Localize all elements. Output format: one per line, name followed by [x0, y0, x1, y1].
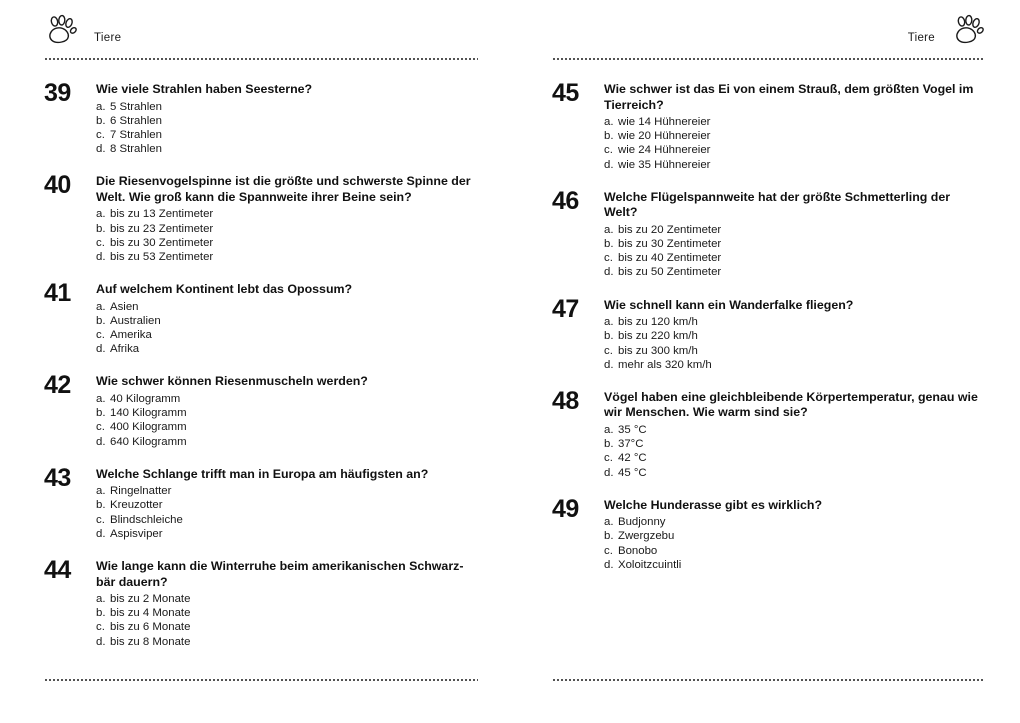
question-body — [96, 82, 478, 156]
answer-option[interactable] — [604, 129, 985, 143]
answer-text: bis zu 220 km/h — [618, 330, 698, 343]
answer-option[interactable] — [96, 635, 478, 649]
answer-option[interactable] — [96, 527, 478, 541]
question-item — [44, 556, 478, 649]
question-text: Vögel haben eine gleichbleibende Körpertemperatur, genau wie wir Menschen. Wie warm sind sie? — [604, 389, 978, 420]
answer-key: a. — [96, 208, 106, 221]
answer-option[interactable] — [96, 236, 478, 250]
answer-key: c. — [604, 452, 613, 465]
answer-option[interactable] — [96, 513, 478, 527]
answer-text: Kreuzotter — [110, 499, 163, 512]
right-footer-divider — [552, 679, 985, 681]
answer-key: a. — [604, 423, 614, 436]
answer-list — [96, 484, 478, 541]
answer-text: 5 Strahlen — [110, 100, 162, 113]
answer-option[interactable] — [604, 544, 985, 558]
answer-list — [604, 423, 985, 480]
question-text: Welche Hunderasse gibt es wirklich? — [604, 497, 823, 512]
answer-key: c. — [96, 329, 105, 342]
question-text: Welche Flügelspannweite hat der größte Schmetterling der Welt? — [604, 189, 951, 220]
answer-option[interactable] — [604, 466, 985, 480]
answer-key: a. — [96, 485, 106, 498]
left-running-head-label: Tiere — [94, 31, 122, 44]
answer-key: b. — [604, 438, 614, 451]
answer-option[interactable] — [96, 250, 478, 264]
answer-option[interactable] — [96, 128, 478, 142]
answer-key: d. — [96, 635, 106, 648]
answer-key: a. — [604, 223, 614, 236]
answer-text: bis zu 4 Monate — [110, 607, 191, 620]
answer-text: bis zu 50 Zentimeter — [618, 266, 722, 279]
answer-key: a. — [604, 516, 614, 529]
answer-option[interactable] — [604, 329, 985, 343]
answer-text: bis zu 120 km/h — [618, 316, 698, 329]
answer-text: bis zu 20 Zentimeter — [618, 223, 722, 236]
answer-key: a. — [96, 300, 106, 313]
answer-option[interactable] — [604, 529, 985, 543]
answer-option[interactable] — [96, 342, 478, 356]
answer-text: 42 °C — [618, 452, 647, 465]
question-item — [552, 494, 985, 572]
answer-key: c. — [96, 236, 105, 249]
answer-key: a. — [604, 316, 614, 329]
answer-key: d. — [96, 435, 106, 448]
answer-option[interactable] — [96, 207, 478, 221]
answer-option[interactable] — [96, 606, 478, 620]
answer-key: a. — [604, 116, 614, 128]
answer-text: Budjonny — [618, 516, 666, 529]
right-question-list — [552, 79, 985, 572]
answer-text: bis zu 30 Zentimeter — [110, 236, 214, 249]
answer-text: Afrika — [110, 343, 140, 356]
answer-key: b. — [604, 130, 614, 143]
answer-text: bis zu 13 Zentimeter — [110, 208, 214, 221]
question-text: Wie schwer ist das Ei von einem Strauß, dem größten Vogel im Tierreich? — [604, 82, 974, 112]
answer-text: 640 Kilogramm — [110, 435, 187, 448]
answer-text: Ringelnatter — [110, 485, 172, 498]
answer-text: 8 Strahlen — [110, 143, 162, 156]
answer-key: c. — [96, 621, 105, 634]
answer-option[interactable] — [604, 251, 985, 265]
answer-key: d. — [604, 158, 614, 171]
answer-text: bis zu 30 Zentimeter — [618, 238, 722, 251]
answer-option[interactable] — [604, 515, 985, 529]
answer-key: d. — [604, 266, 614, 279]
answer-text: bis zu 300 km/h — [618, 344, 698, 357]
answer-text: wie 14 Hühnereier — [618, 116, 711, 128]
answer-text: wie 35 Hühnereier — [618, 158, 711, 171]
answer-key: a. — [96, 392, 106, 405]
question-number: 42 — [44, 371, 71, 400]
question-body — [96, 559, 478, 649]
answer-key: b. — [96, 114, 106, 127]
answer-key: d. — [96, 143, 106, 156]
question-number: 46 — [552, 186, 579, 215]
answer-key: d. — [604, 466, 614, 479]
answer-key: b. — [604, 330, 614, 343]
answer-text: 400 Kilogramm — [110, 421, 187, 434]
answer-key: b. — [96, 499, 106, 512]
answer-option[interactable] — [604, 358, 985, 372]
answer-text: Australien — [110, 314, 161, 327]
answer-option[interactable] — [604, 265, 985, 279]
answer-key: b. — [96, 314, 106, 327]
question-body — [96, 174, 478, 264]
answer-list — [96, 592, 478, 649]
question-item — [44, 371, 478, 448]
question-body — [604, 82, 985, 172]
question-body — [604, 190, 985, 280]
answer-key: c. — [96, 421, 105, 434]
answer-key: c. — [96, 513, 105, 526]
answer-option[interactable] — [96, 406, 478, 420]
answer-list — [604, 315, 985, 372]
answer-text: bis zu 8 Monate — [110, 635, 191, 648]
question-text: Die Riesenvogelspinne ist die größte und schwerste Spinne der Welt. Wie groß kann die Spannweite ihrer Beine sein? — [96, 174, 471, 204]
answer-option[interactable] — [96, 100, 478, 114]
right-header-divider — [552, 58, 985, 60]
question-text: Wie schwer können Riesenmuscheln werden? — [96, 374, 368, 389]
question-number: 43 — [44, 463, 71, 492]
answer-text: bis zu 23 Zentimeter — [110, 222, 214, 235]
answer-option[interactable] — [96, 420, 478, 434]
question-number: 44 — [44, 556, 71, 585]
answer-text: bis zu 2 Monate — [110, 593, 191, 606]
question-body — [604, 390, 985, 480]
answer-text: Blindschleiche — [110, 513, 183, 526]
answer-option[interactable] — [604, 344, 985, 358]
question-number: 41 — [44, 279, 71, 308]
answer-key: a. — [96, 593, 106, 606]
answer-key: a. — [96, 100, 106, 113]
question-text: Wie viele Strahlen haben Seesterne? — [96, 82, 313, 96]
answer-key: d. — [96, 527, 106, 540]
question-number: 45 — [552, 79, 579, 107]
answer-option[interactable] — [96, 222, 478, 236]
answer-text: wie 20 Hühnereier — [618, 130, 711, 143]
answer-option[interactable] — [604, 558, 985, 572]
answer-key: d. — [96, 250, 106, 263]
left-header-divider — [44, 58, 478, 60]
question-item — [552, 79, 985, 172]
question-body — [96, 374, 478, 448]
answer-option[interactable] — [96, 484, 478, 498]
question-number: 39 — [44, 79, 71, 107]
answer-text: Amerika — [110, 329, 152, 342]
answer-text: bis zu 6 Monate — [110, 621, 191, 634]
question-number: 49 — [552, 494, 579, 523]
answer-key: b. — [604, 238, 614, 251]
answer-key: c. — [604, 344, 613, 357]
answer-key: d. — [604, 358, 614, 371]
question-item — [44, 171, 478, 264]
answer-text: wie 24 Hühnereier — [618, 144, 711, 157]
paw-print-icon — [951, 14, 985, 46]
answer-list — [604, 515, 985, 572]
answer-option[interactable] — [604, 451, 985, 465]
question-body — [604, 298, 985, 372]
answer-option[interactable] — [604, 423, 985, 437]
question-number: 48 — [552, 386, 579, 415]
answer-key: b. — [96, 407, 106, 420]
answer-text: 7 Strahlen — [110, 128, 162, 141]
question-number: 40 — [44, 171, 71, 200]
question-item — [552, 186, 985, 280]
answer-option[interactable] — [604, 315, 985, 329]
question-text: Wie lange kann die Winterruhe beim amerikanischen Schwarz-bär dauern? — [96, 559, 464, 589]
question-text: Auf welchem Kontinent lebt das Opossum? — [96, 282, 353, 297]
answer-option[interactable] — [96, 620, 478, 634]
answer-option[interactable] — [96, 498, 478, 512]
answer-text: Aspisviper — [110, 527, 163, 540]
answer-option[interactable] — [604, 223, 985, 237]
answer-key: c. — [96, 128, 105, 141]
answer-text: 45 °C — [618, 466, 647, 479]
question-number: 47 — [552, 294, 579, 323]
answer-option[interactable] — [604, 237, 985, 251]
left-question-list — [44, 79, 478, 649]
left-footer-divider — [44, 679, 478, 681]
question-text: Welche Schlange trifft man in Europa am häufigsten an? — [96, 466, 429, 481]
right-running-head-label: Tiere — [907, 31, 935, 44]
answer-key: c. — [604, 144, 613, 157]
question-item — [44, 79, 478, 156]
question-text: Wie schnell kann ein Wanderfalke fliegen? — [604, 297, 854, 312]
answer-option[interactable] — [604, 115, 985, 129]
answer-key: b. — [96, 607, 106, 620]
answer-option[interactable] — [96, 435, 478, 449]
right-page — [510, 0, 1020, 723]
question-item — [44, 463, 478, 541]
answer-option[interactable] — [96, 142, 478, 156]
paw-print-icon — [44, 14, 78, 46]
answer-option[interactable] — [96, 392, 478, 406]
answer-text: bis zu 53 Zentimeter — [110, 250, 214, 263]
answer-text: mehr als 320 km/h — [618, 358, 712, 371]
answer-option[interactable] — [604, 143, 985, 157]
answer-option[interactable] — [604, 437, 985, 451]
answer-list — [604, 115, 985, 172]
answer-key: c. — [604, 544, 613, 557]
answer-option[interactable] — [96, 328, 478, 342]
answer-text: Zwergzebu — [618, 530, 675, 543]
answer-text: 35 °C — [618, 423, 647, 436]
answer-list — [604, 223, 985, 280]
answer-option[interactable] — [96, 114, 478, 128]
answer-list — [96, 207, 478, 264]
right-running-head — [552, 0, 985, 48]
question-body — [96, 467, 478, 541]
answer-option[interactable] — [96, 592, 478, 606]
answer-list — [96, 100, 478, 157]
answer-text: 40 Kilogramm — [110, 392, 181, 405]
question-item — [552, 386, 985, 480]
question-body — [96, 282, 478, 356]
answer-key: b. — [604, 530, 614, 543]
answer-option[interactable] — [96, 300, 478, 314]
answer-text: bis zu 40 Zentimeter — [618, 252, 722, 265]
answer-text: 6 Strahlen — [110, 114, 162, 127]
answer-list — [96, 300, 478, 357]
answer-key: d. — [604, 558, 614, 571]
question-item — [552, 294, 985, 372]
answer-key: c. — [604, 252, 613, 265]
answer-text: Asien — [110, 300, 139, 313]
answer-text: Xoloitzcuintli — [618, 558, 682, 571]
answer-option[interactable] — [96, 314, 478, 328]
left-running-head — [44, 0, 478, 48]
answer-text: 140 Kilogramm — [110, 407, 187, 420]
answer-list — [96, 392, 478, 449]
answer-text: 37°C — [618, 438, 644, 451]
answer-key: b. — [96, 222, 106, 235]
answer-key: d. — [96, 343, 106, 356]
question-item — [44, 279, 478, 356]
question-body — [604, 498, 985, 572]
answer-option[interactable] — [604, 158, 985, 172]
answer-text: Bonobo — [618, 544, 658, 557]
